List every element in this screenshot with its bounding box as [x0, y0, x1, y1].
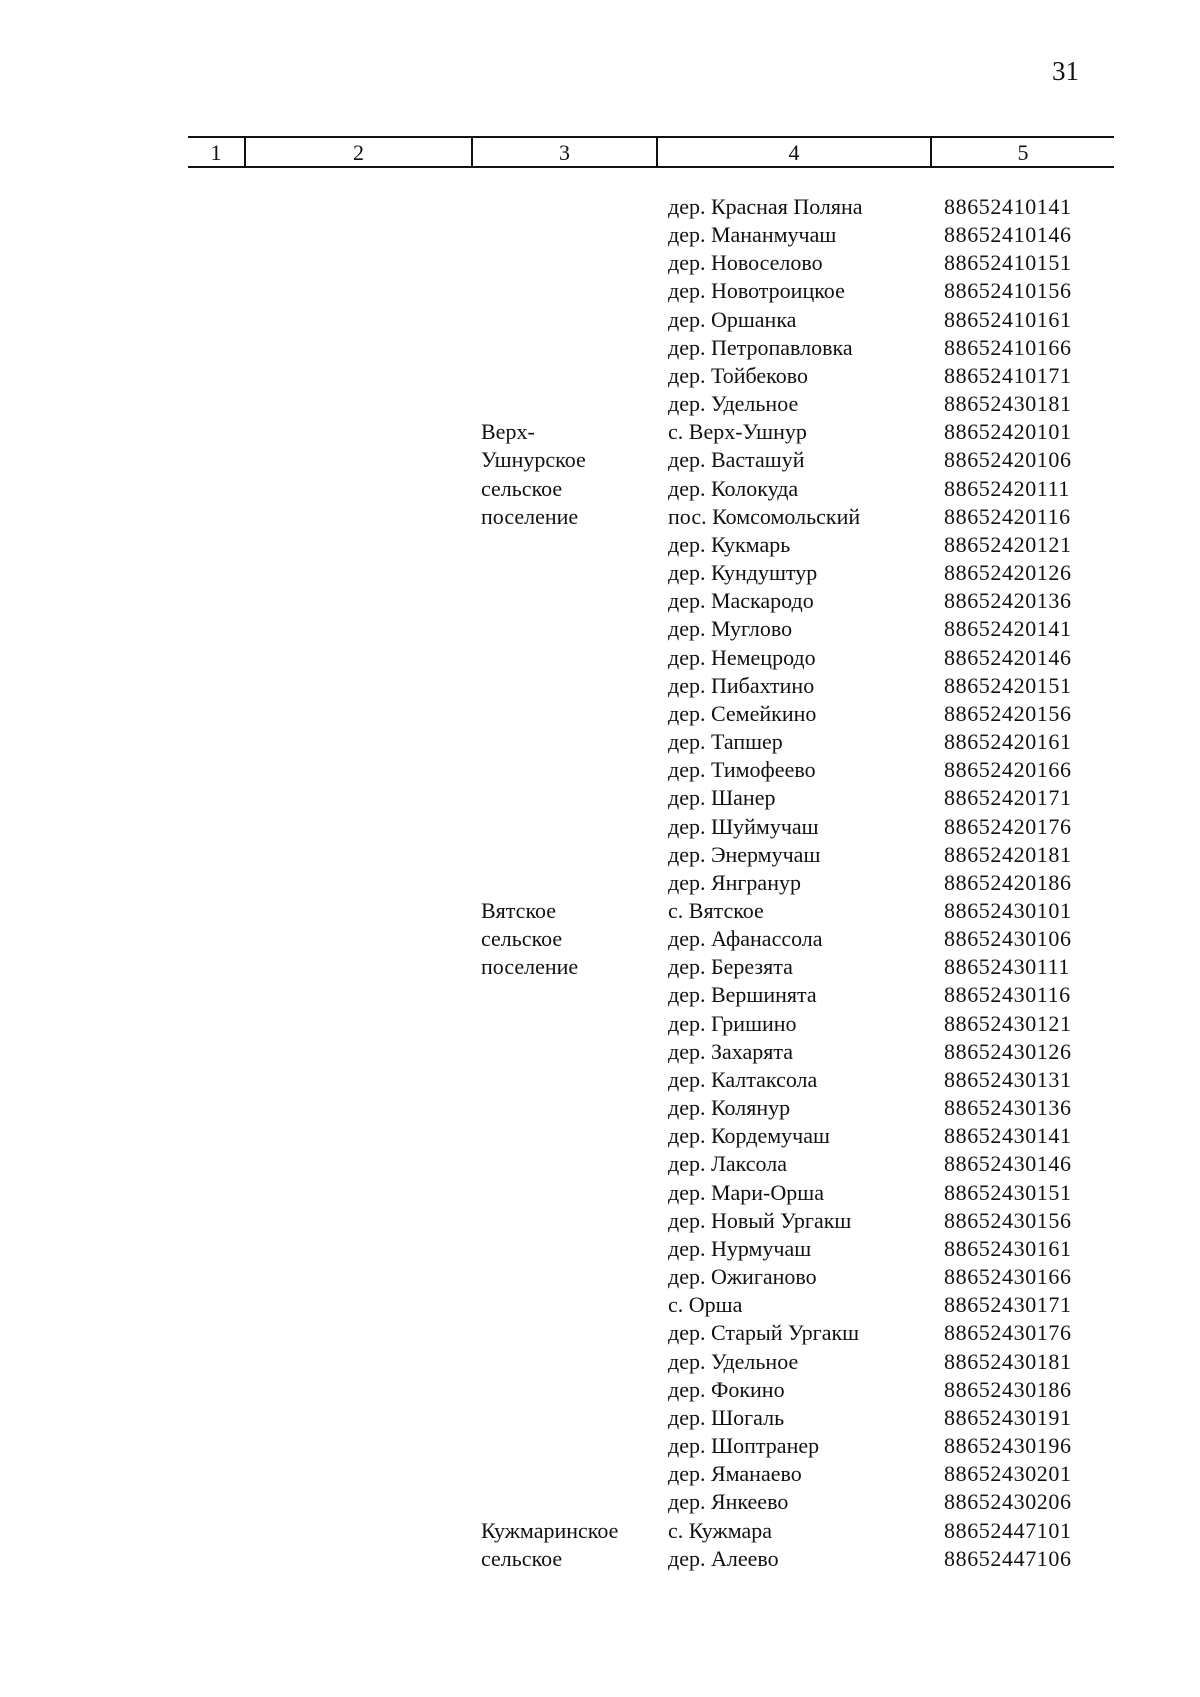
settlement-name: дер. Гришино — [668, 1011, 797, 1036]
settlement-code: 88652430201 — [944, 1461, 1072, 1486]
settlement-code: 88652410171 — [944, 363, 1072, 388]
settlement-code: 88652420161 — [944, 729, 1072, 754]
settlement-code: 88652430101 — [944, 898, 1072, 923]
settlement-code: 88652430151 — [944, 1180, 1072, 1205]
municipality-name-line: сельское — [481, 1546, 563, 1571]
page-number: 31 — [1052, 56, 1079, 86]
settlement-name: дер. Пибахтино — [668, 673, 815, 698]
settlement-name: дер. Тойбеково — [668, 363, 808, 388]
settlement-name: дер. Удельное — [668, 1349, 799, 1374]
settlement-code: 88652430191 — [944, 1405, 1072, 1430]
settlement-name: дер. Колянур — [668, 1095, 791, 1120]
settlement-code: 88652430181 — [944, 1349, 1072, 1374]
settlement-name: с. Вятское — [668, 898, 764, 923]
column-header-row — [188, 136, 1114, 168]
settlement-code: 88652420121 — [944, 532, 1072, 557]
settlement-code: 88652447106 — [944, 1546, 1072, 1571]
settlement-name: дер. Новый Ургакш — [668, 1208, 852, 1233]
municipality-name-line: Ушнурское — [481, 447, 586, 472]
column-header-1: 1 — [210, 140, 222, 165]
settlement-code: 88652420151 — [944, 673, 1072, 698]
municipality-name-line: сельское — [481, 476, 563, 501]
settlement-name: дер. Яманаево — [668, 1461, 802, 1486]
settlement-code: 88652430171 — [944, 1292, 1072, 1317]
settlement-code: 88652420101 — [944, 419, 1072, 444]
settlement-name: дер. Удельное — [668, 391, 799, 416]
settlement-code: 88652420171 — [944, 785, 1072, 810]
settlement-name: дер. Янкеево — [668, 1489, 789, 1514]
settlement-code: 88652420136 — [944, 588, 1072, 613]
settlement-code: 88652430136 — [944, 1095, 1072, 1120]
settlement-name: дер. Шогаль — [668, 1405, 785, 1430]
settlement-code: 88652430111 — [944, 954, 1070, 979]
settlement-code: 88652430176 — [944, 1320, 1072, 1345]
settlement-name: дер. Ожиганово — [668, 1264, 817, 1289]
settlement-name: дер. Березята — [668, 954, 793, 979]
settlement-code: 88652420106 — [944, 447, 1072, 472]
settlement-name: дер. Фокино — [668, 1377, 785, 1402]
settlement-code: 88652410141 — [944, 194, 1072, 219]
settlement-name: дер. Захарята — [668, 1039, 793, 1064]
settlement-name: дер. Нурмучаш — [668, 1236, 812, 1261]
settlement-code: 88652430156 — [944, 1208, 1072, 1233]
settlement-code: 88652447101 — [944, 1518, 1072, 1543]
settlement-name: дер. Лаксола — [668, 1151, 788, 1176]
settlement-name: дер. Вершинята — [668, 982, 817, 1007]
settlement-code: 88652420146 — [944, 645, 1072, 670]
settlement-code: 88652420141 — [944, 616, 1072, 641]
settlement-code: 88652430106 — [944, 926, 1072, 951]
settlement-code: 88652410156 — [944, 278, 1072, 303]
settlement-code: 88652430206 — [944, 1489, 1072, 1514]
settlement-code: 88652430146 — [944, 1151, 1072, 1176]
settlement-code: 88652430161 — [944, 1236, 1072, 1261]
column-header-5: 5 — [930, 138, 1114, 166]
settlement-name: дер. Мари-Орша — [668, 1180, 824, 1205]
settlement-name: дер. Энермучаш — [668, 842, 821, 867]
settlement-name: дер. Красная Поляна — [668, 194, 863, 219]
settlement-name: дер. Колокуда — [668, 476, 799, 501]
settlement-name: дер. Афанассола — [668, 926, 823, 951]
settlement-code: 88652430196 — [944, 1433, 1072, 1458]
settlement-code: 88652420166 — [944, 757, 1072, 782]
settlement-code: 88652420156 — [944, 701, 1072, 726]
settlement-name: дер. Тимофеево — [668, 757, 816, 782]
settlement-name: дер. Муглово — [668, 616, 793, 641]
settlement-code: 88652430121 — [944, 1011, 1072, 1036]
settlement-name: дер. Шоптранер — [668, 1433, 820, 1458]
column-header-3: 3 — [471, 138, 656, 166]
settlement-name: дер. Кордемучаш — [668, 1123, 830, 1148]
settlement-name: дер. Шанер — [668, 785, 776, 810]
settlement-code: 88652430116 — [944, 982, 1071, 1007]
settlement-code: 88652420126 — [944, 560, 1072, 585]
settlement-code: 88652430186 — [944, 1377, 1072, 1402]
settlement-name: дер. Янгранур — [668, 870, 801, 895]
settlement-name: дер. Маскародо — [668, 588, 814, 613]
settlement-name: пос. Комсомольский — [668, 504, 861, 529]
settlement-name: дер. Калтаксола — [668, 1067, 818, 1092]
settlement-name: дер. Немецродо — [668, 645, 816, 670]
settlement-code: 88652410161 — [944, 307, 1072, 332]
settlement-name: дер. Кундуштур — [668, 560, 818, 585]
settlement-code: 88652430166 — [944, 1264, 1072, 1289]
settlement-code: 88652430141 — [944, 1123, 1072, 1148]
column-header-2: 2 — [244, 138, 471, 166]
settlement-code: 88652420176 — [944, 814, 1072, 839]
settlement-name: дер. Тапшер — [668, 729, 783, 754]
municipality-name-line: поселение — [481, 954, 579, 979]
settlement-name: дер. Оршанка — [668, 307, 797, 332]
settlement-name: дер. Алеево — [668, 1546, 779, 1571]
column-header-4: 4 — [656, 138, 930, 166]
settlement-code: 88652430131 — [944, 1067, 1072, 1092]
municipality-name-line: Верх- — [481, 419, 535, 444]
settlement-code: 88652430181 — [944, 391, 1072, 416]
settlement-name: дер. Мананмучаш — [668, 222, 837, 247]
settlement-name: с. Верх-Ушнур — [668, 419, 807, 444]
municipality-name-line: Вятское — [481, 898, 557, 923]
settlement-code: 88652420111 — [944, 476, 1070, 501]
settlement-code: 88652410166 — [944, 335, 1072, 360]
municipality-name-line: сельское — [481, 926, 563, 951]
settlement-name: дер. Васташуй — [668, 447, 805, 472]
settlement-name: дер. Кукмарь — [668, 532, 791, 557]
settlement-code: 88652420181 — [944, 842, 1072, 867]
settlement-name: дер. Новоселово — [668, 250, 823, 275]
settlement-name: дер. Старый Ургакш — [668, 1320, 860, 1345]
settlement-name: дер. Новотроицкое — [668, 278, 845, 303]
settlement-code: 88652410151 — [944, 250, 1072, 275]
municipality-name-line: Кужмаринское — [481, 1518, 619, 1543]
settlement-code: 88652420186 — [944, 870, 1072, 895]
settlement-code: 88652430126 — [944, 1039, 1072, 1064]
settlement-name: с. Орша — [668, 1292, 743, 1317]
settlement-name: дер. Шуймучаш — [668, 814, 819, 839]
settlement-code: 88652410146 — [944, 222, 1072, 247]
settlement-name: дер. Петропавловка — [668, 335, 853, 360]
settlement-code: 88652420116 — [944, 504, 1071, 529]
settlement-name: дер. Семейкино — [668, 701, 817, 726]
settlement-name: с. Кужмара — [668, 1518, 772, 1543]
municipality-name-line: поселение — [481, 504, 579, 529]
